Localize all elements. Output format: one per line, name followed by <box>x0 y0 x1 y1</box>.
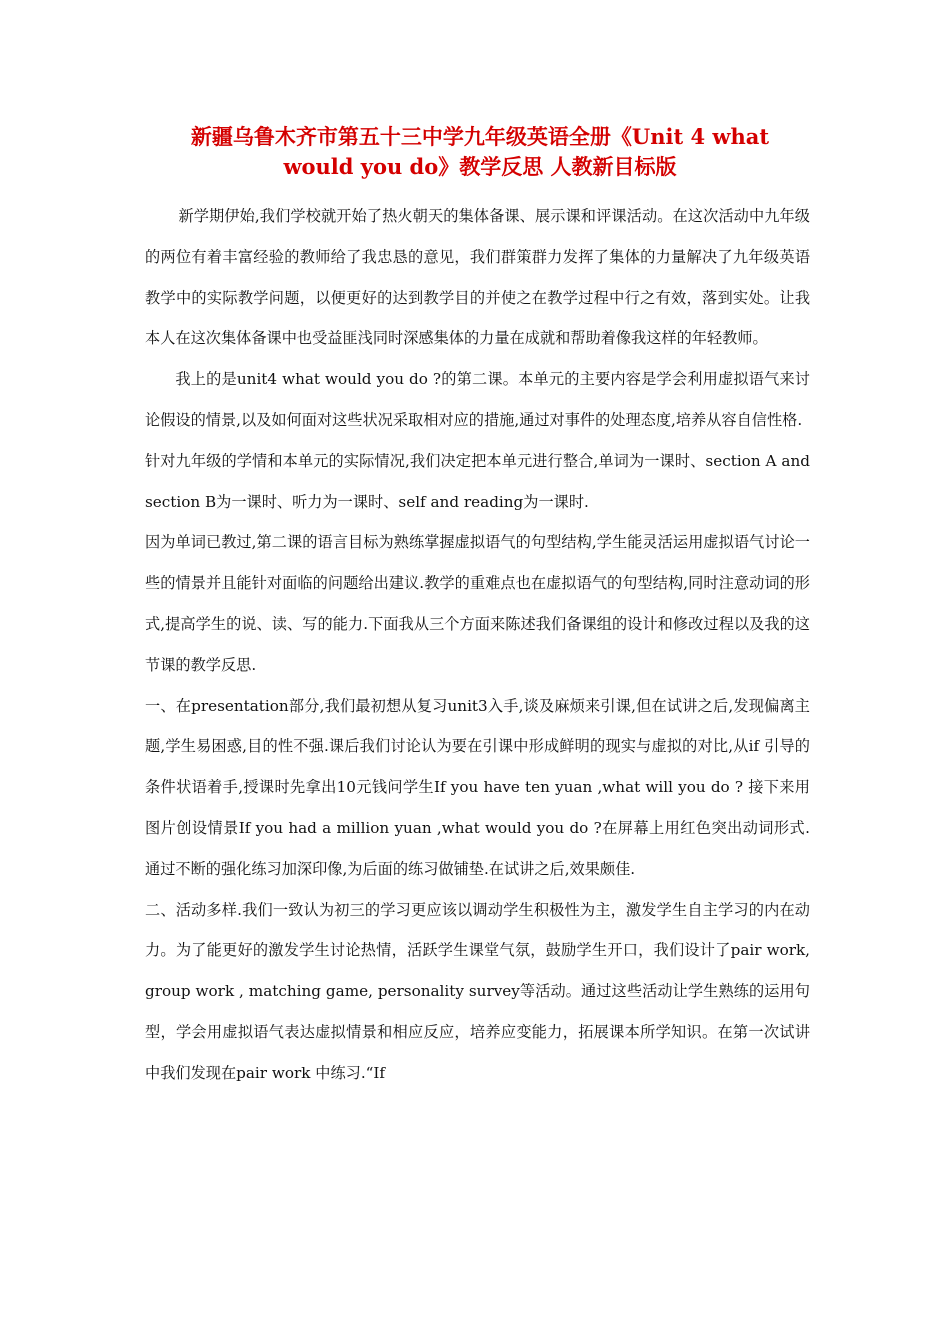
title-line-2: would you do》教学反思 人教新目标版 <box>283 154 677 179</box>
document-body <box>145 196 810 1094</box>
document-title <box>140 122 820 182</box>
paragraph-goals: 因为单词已教过,第二课的语言目标为熟练掌握虚拟语气的句型结构,学生能灵活运用虚拟语气讨论一些的情景并且能针对面临的问题给出建议.教学的重难点也在虚拟语气的句型结构,同时注意动词的形式,提高学生的说、读、写的能力.下面我从三个方面来陈述我们备课组的设计和修改过程以及我的这节课的教学反思. <box>145 533 810 674</box>
paragraph-point-two: 二、活动多样.我们一致认为初三的学习更应该以调动学生积极性为主，激发学生自主学习的内在动力。为了能更好的激发学生讨论热情，活跃学生课堂气氛，鼓励学生开口，我们设计了pair work, group work , matching game, personality survey等活动。通过这些活动让学生熟练的运用句型，学会用虚拟语气表达虚拟情景和相应反应，培养应变能力，拓展课本所学知识。在第一次试讲中我们发现在pair work 中练习.“If <box>145 900 810 1082</box>
paragraph-point-one: 一、在presentation部分,我们最初想从复习unit3入手,谈及麻烦来引课,但在试讲之后,发现偏离主题,学生易困惑,目的性不强.课后我们讨论认为要在引课中形成鲜明的现实与虚拟的对比,从if 引导的条件状语着手,授课时先拿出10元钱问学生If you have ten yuan ,what will you do ? 接下来用图片创设情景If you had a million yuan ,what would you do ?在屏幕上用红色突出动词形式.通过不断的强化练习加深印像,为后面的练习做铺垫.在试讲之后,效果颇佳. <box>145 696 810 878</box>
paragraph-lesson: 我上的是unit4 what would you do ?的第二课。本单元的主要内容是学会利用虚拟语气来讨论假设的情景,以及如何面对这些状况采取相对应的措施,通过对事件的处理态度,培养从容自信性格. <box>145 370 810 429</box>
title-line-1: 新疆乌鲁木齐市第五十三中学九年级英语全册《Unit 4 what <box>190 124 770 149</box>
paragraph-plan: 针对九年级的学情和本单元的实际情况,我们决定把本单元进行整合,单词为一课时、section A and section B为一课时、听力为一课时、self and reading为一课时. <box>145 451 810 511</box>
paragraph-intro: 新学期伊始,我们学校就开始了热火朝天的集体备课、展示课和评课活动。在这次活动中九年级的两位有着丰富经验的教师给了我忠恳的意见，我们群策群力发挥了集体的力量解决了九年级英语教学中的实际教学问题，以便更好的达到教学目的并使之在教学过程中行之有效，落到实处。让我本人在这次集体备课中也受益匪浅同时深感集体的力量在成就和帮助着像我这样的年轻教师。 <box>145 207 810 348</box>
